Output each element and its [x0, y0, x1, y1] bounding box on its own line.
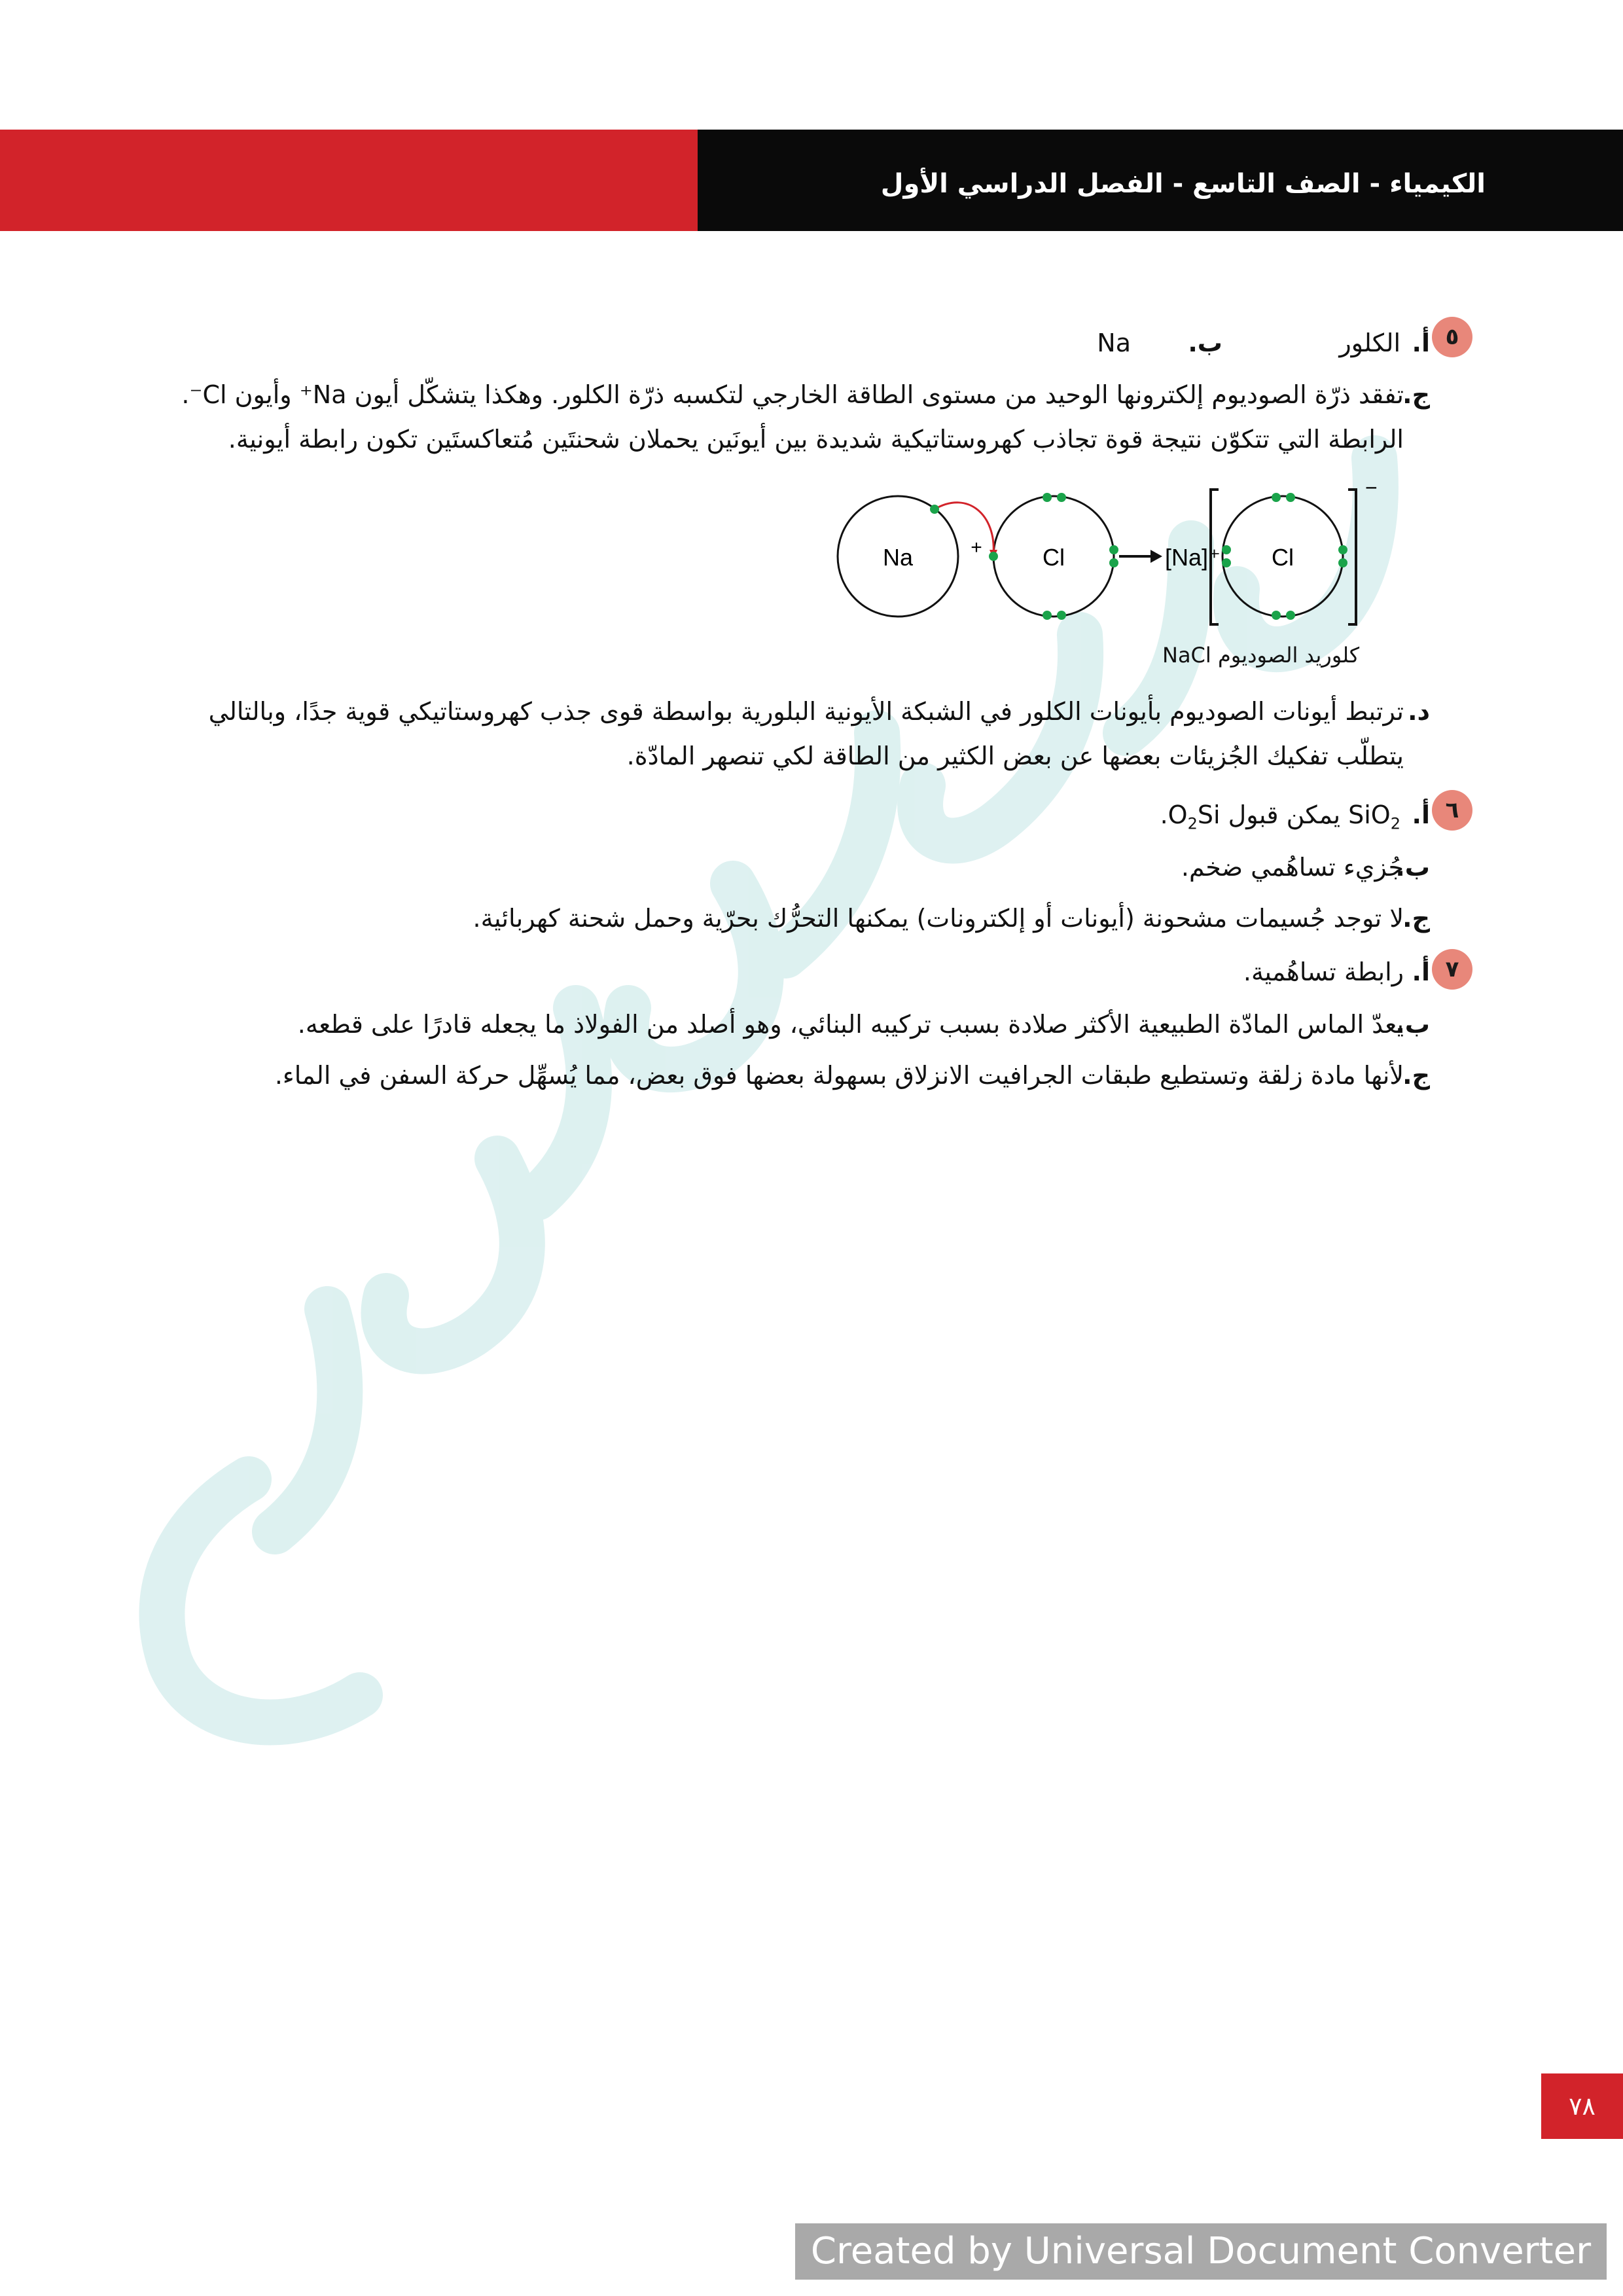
q5-b-text: Na	[1097, 329, 1131, 357]
converter-banner: Created by Universal Document Converter	[795, 2223, 1607, 2280]
question-6-marker: ٦	[1432, 790, 1472, 831]
q5-a-text: الكلور	[1339, 329, 1400, 357]
q5-c-letter: ج.	[1402, 380, 1430, 409]
q5-d-line2: يتطلّب تفكيك الجُزيئات بعضها عن بعض الكثير من الطاقة لكي تنصهر المادّة.	[626, 742, 1404, 770]
question-7-marker: ٧	[1432, 949, 1472, 990]
q6-a-formula: SiO	[1348, 800, 1391, 829]
cl-ion-charge: −	[1365, 476, 1378, 499]
q6-a-alt-sub: 2	[1187, 814, 1198, 833]
q6-a-formula-sub: 2	[1390, 814, 1400, 833]
electron-transfer-arrow	[935, 503, 993, 554]
q6-a-end: .	[1160, 800, 1168, 829]
header-red-band	[0, 130, 698, 231]
q7-c-text: لأنها مادة زلقة وتستطيع طبقات الجرافيت الانزلاق بسهولة بعضها فوق بعض، مما يُسهِّل حركة السفن في الماء.	[274, 1061, 1404, 1090]
cl-ion-label: Cl	[1272, 544, 1294, 571]
q5-c-line2: الرابطة التي تتكوّن نتيجة قوة تجاذب كهروستاتيكية شديدة بين أيونَين يحملان شحنتَين مُتعاكستَين تكون رابطة أيونية.	[228, 425, 1404, 454]
q5-a-letter: أ.	[1412, 329, 1430, 357]
page-number: ٧٨	[1541, 2073, 1623, 2139]
question-5-marker: ٥	[1432, 317, 1472, 357]
q6-a-text	[1160, 802, 1400, 832]
q6-a-alt-si: Si	[1197, 800, 1221, 829]
q7-b-text: يعدّ الماس المادّة الطبيعية الأكثر صلادة بسبب تركيبه البنائي، وهو أصلد من الفولاذ ما يجعله قادرًا على قطعه.	[297, 1010, 1404, 1039]
q6-a-letter: أ.	[1412, 800, 1430, 829]
header-title: الكيمياء - الصف التاسع - الفصل الدراسي الأول	[880, 169, 1486, 199]
q6-b-text: جُزيء تساهُمي ضخم.	[1181, 853, 1404, 882]
q7-a-text: رابطة تساهُمية.	[1243, 958, 1404, 986]
plus-sign: +	[971, 537, 982, 558]
q6-a-alt-o: O	[1168, 800, 1188, 829]
q6-b-letter: ب.	[1395, 853, 1430, 882]
diagram-caption: كلوريد الصوديوم NaCl	[1162, 643, 1360, 668]
q5-d-line1: ترتبط أيونات الصوديوم بأيونات الكلور في الشبكة الأيونية البلورية بواسطة قوى جذب كهروستاتيكي قوية جدًا، وبالتالي	[208, 697, 1404, 726]
na-atom-label: Na	[882, 544, 914, 571]
na-ion-label: [Na]⁺	[1165, 544, 1221, 571]
q5-b-letter: ب.	[1188, 329, 1222, 357]
cl-atom-label: Cl	[1043, 544, 1065, 571]
q5-d-letter: د.	[1408, 697, 1430, 726]
q7-c-letter: ج.	[1402, 1061, 1430, 1090]
q6-c-text: لا توجد جُسيمات مشحونة (أيونات أو إلكترونات) يمكنها التحرُّك بحرّية وحمل شحنة كهربائية.	[473, 904, 1404, 933]
q5-c-line1: تفقد ذرّة الصوديوم إلكترونها الوحيد من مستوى الطاقة الخارجي لتكسبه ذرّة الكلور. وهكذا يتشكّل أيون Na⁺ وأيون Cl⁻.	[181, 380, 1404, 409]
q7-b-letter: ب.	[1395, 1010, 1430, 1039]
q7-a-letter: أ.	[1412, 958, 1430, 986]
q6-a-middle: يمكن قبول	[1220, 800, 1349, 829]
q6-c-letter: ج.	[1402, 904, 1430, 933]
